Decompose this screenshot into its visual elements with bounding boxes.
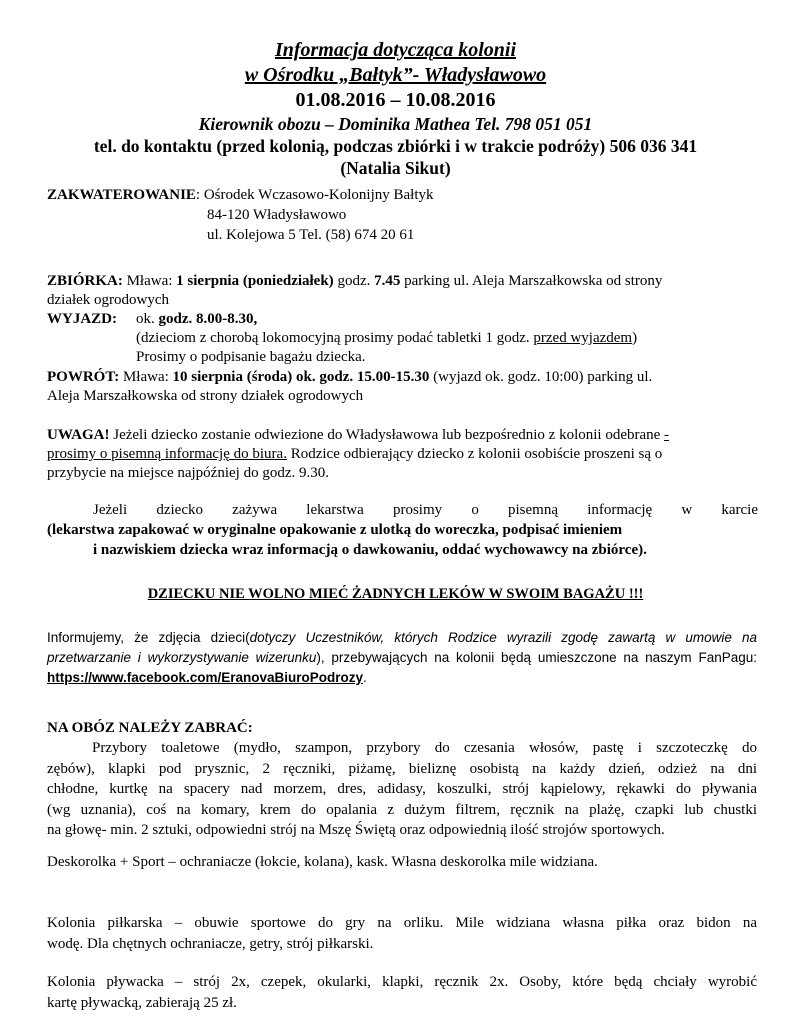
skateboard-info: Deskorolka + Sport – ochraniacze (łokcie, kolana), kask. Własna deskorolka mile widziana. [47,854,598,870]
accommodation-name: : Ośrodek Wczasowo-Kolonijny Bałtyk [195,187,434,203]
accommodation-postal: 84-120 Władysławowo [207,207,347,223]
notice-line-1 [47,425,669,445]
departure-note-text: (dzieciom z chorobą lokomocyjną prosimy podać tabletki 1 godz. [136,330,534,346]
football-camp-info [47,913,757,954]
photo-info-italic: przetwarzanie i wykorzystywanie wizerunku [47,650,317,665]
return-line-1 [47,367,652,387]
departure-label-text: WYJAZD: [47,311,117,327]
notice-text-underlined: prosimy o pisemną informację do biura. [47,446,287,462]
gathering-text: parking ul. Aleja Marszałkowska od strony [400,273,663,289]
gathering-line-1 [47,271,662,291]
swimming-camp-info [47,972,757,1013]
packing-line: chłodne, kurtkę na spacery nad morzem, dres, adidasy, koszulki, strój kąpielowy, rękawki do pływania [47,781,757,797]
photo-info-italic: dotyczy Uczestników, których Rodzice wyrazili zgodę zawartą w umowie na [249,630,757,645]
photo-info-text: Informujemy, że zdjęcia dzieci( [47,630,250,645]
accommodation-label: ZAKWATEROWANIE [47,187,196,203]
medication-line-3: i nazwiskiem dziecka wraz informacją o dawkowaniu, oddać wychowawcy na zbiórce). [93,542,647,558]
packing-line: zębów), klapki pod prysznic, 2 ręczniki, piżamę, bieliznę osobistą na każdy dzień, odzież na dni [47,760,757,777]
swimming-line: kartę pływacką, zabierają 25 zł. [47,994,237,1011]
photo-info-text: . [363,670,367,685]
medication-text: Jeżeli dziecko zażywa lekarstwa prosimy o pisemną informację w karcie [93,502,758,518]
departure-note-underlined: przed wyjazdem [533,330,633,346]
departure-note [136,328,637,348]
title-line-1: Informacja dotycząca kolonii [274,39,517,61]
departure-time: godz. 8.00-8.30, [158,311,258,327]
photo-info-line-1 [47,628,757,648]
departure-text: ok. [136,311,159,327]
gathering-label: ZBIÓRKA: [47,273,123,289]
departure-luggage-note: Prosimy o podpisanie bagażu dziecka. [136,349,366,365]
notice-text: Rodzice odbierający dziecko z kolonii osobiście proszeni są o [286,446,663,462]
notice-label: UWAGA! [47,427,110,443]
accommodation-line-1 [47,185,434,205]
facebook-link[interactable]: https://www.facebook.com/EranovaBiuroPodrozy [47,670,364,685]
gathering-line-2: działek ogrodowych [47,292,170,308]
gathering-text: godz. [333,273,375,289]
photo-info-line-2 [47,648,757,668]
gathering-text: Mława: [122,273,177,289]
return-text: (wyjazd ok. godz. 10:00) parking ul. [429,369,653,385]
camp-dates: 01.08.2016 – 10.08.2016 [295,89,496,111]
title-line-2: w Ośrodku „Bałtyk”- Władysławowo [244,64,547,86]
return-date: 10 sierpnia (środa) ok. godz. 15.00-15.30 [172,369,430,385]
photo-info-line-3 [47,668,757,688]
packing-line: na głowę- min. 2 sztuki, odpowiedni strój na Mszę Świętą oraz odpowiednią ilość strojów sportowych. [47,822,665,838]
football-line: Kolonia piłkarska – obuwie sportowe do gry na orliku. Mile widziana własna piłka oraz bidon na [47,915,757,931]
packing-list [47,738,757,841]
notice-text-underlined: - [664,427,670,443]
notice-line-3: przybycie na miejsce najpóźniej do godz. 9.30. [47,465,329,481]
return-label: POWRÓT: [47,369,120,385]
gathering-time: 7.45 [374,273,401,289]
photo-info [47,628,757,688]
notice-text: Jeżeli dziecko zostanie odwiezione do Władysławowa lub bezpośrednio z kolonii odebrane [109,427,665,443]
contact-phone: tel. do kontaktu (przed kolonią, podczas zbiórki i w trakcie podróży) 506 036 341 [93,136,698,156]
return-line-2: Aleja Marszałkowska od strony działek ogrodowych [47,388,364,404]
departure-time-line [136,309,257,329]
gathering-date: 1 sierpnia (poniedziałek) [176,273,334,289]
accommodation-street: ul. Kolejowa 5 Tel. (58) 674 20 61 [207,227,415,243]
swimming-line: Kolonia pływacka – strój 2x, czepek, okularki, klapki, ręcznik 2x. Osoby, które będą chciały wyrobić [47,974,757,990]
medication-line-2: (lekarstwa zapakować w oryginalne opakowanie z ulotką do woreczka, podpisać imieniem [47,522,623,538]
packing-line: Przybory toaletowe (mydło, szampon, przybory do czesania włosów, pastę i szczoteczkę do [92,740,757,756]
contact-name: (Natalia Sikut) [340,158,451,178]
packing-heading: NA OBÓZ NALEŻY ZABRAĆ: [47,720,253,736]
departure-label [47,309,117,329]
no-medication-warning: DZIECKU NIE WOLNO MIEĆ ŻADNYCH LEKÓW W SWOIM BAGAŻU !!! [147,586,644,602]
packing-line: (wg uznania), coś na komary, krem do opalania z dużym filtrem, ręcznik na plażę, czapki lub chustki [47,801,757,818]
football-line: wodę. Dla chętnych ochraniacze, getry, strój piłkarski. [47,935,374,952]
medication-line-1 [93,500,758,521]
departure-note-text: ) [632,330,638,346]
photo-info-text: ), przebywających na kolonii będą umieszczone na naszym FanPagu: [316,650,757,665]
camp-leader: Kierownik obozu – Dominika Mathea Tel. 798 051 051 [198,114,593,134]
notice-line-2 [47,444,662,464]
return-text: Mława: [119,369,173,385]
